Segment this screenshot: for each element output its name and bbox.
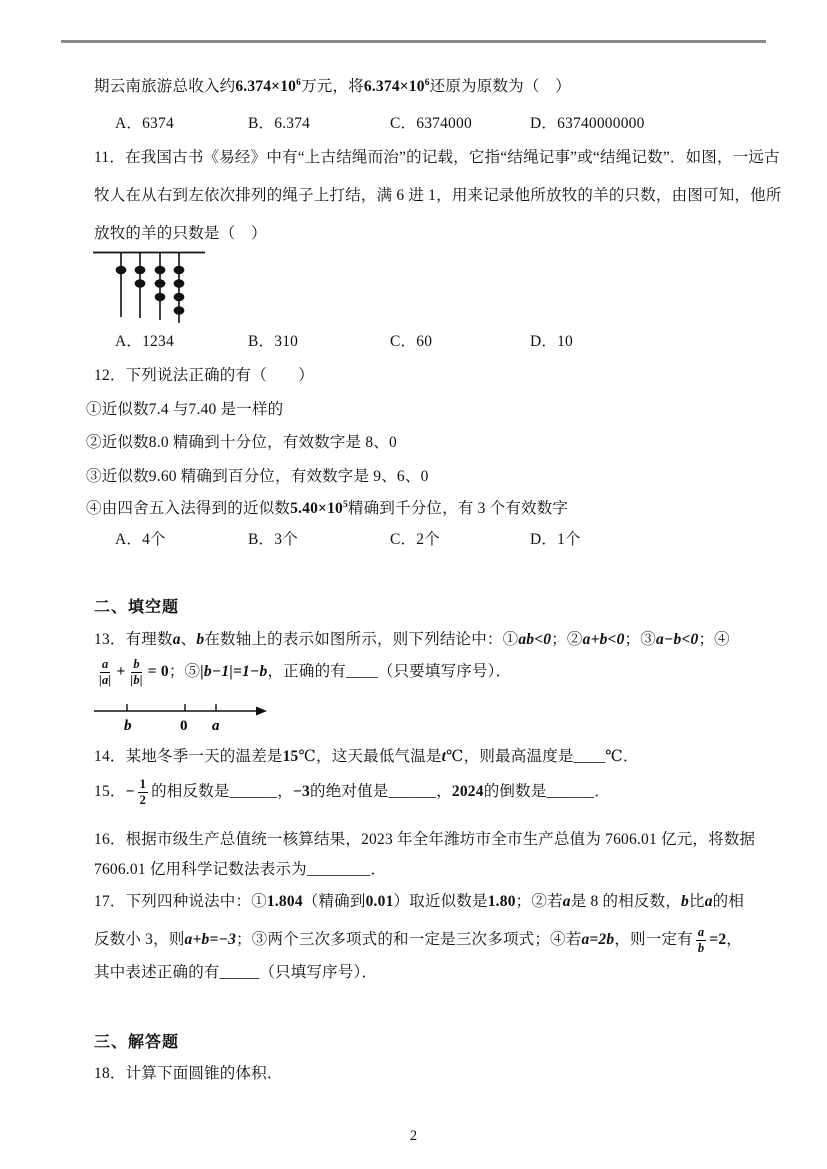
- question-11-line1: 11．在我国古书《易经》中有“上古结绳而治”的记载，它指“结绳记事”或“结绳记数”．如图，一远古: [94, 149, 780, 166]
- q13-frac1-denominator: |a|: [99, 672, 112, 687]
- q13-r2: 、: [180, 631, 197, 648]
- question-11-line2: 牧人在从右到左依次排列的绳子上打结，满 6 进 1，用来记录他所放牧的羊的只数，由图可知，他所: [94, 187, 782, 204]
- q17-r3: ）取近似数是: [393, 893, 488, 910]
- q17-var-b1: b: [681, 893, 689, 910]
- q17-r2: （精确到: [302, 893, 366, 910]
- q15-fraction-one-half: [138, 777, 148, 808]
- q14-var-t: t: [441, 748, 447, 765]
- q10-option-b: B．6.374: [248, 115, 311, 132]
- q10-sci-notation-1: 6.374×10: [235, 78, 297, 95]
- q13-expr-2: a+b<0: [582, 631, 625, 648]
- q17-r7: 的相: [712, 893, 745, 910]
- q15-r3: 的绝对值是______，: [310, 783, 452, 800]
- q15-num-2024: 2024: [451, 783, 484, 800]
- question-17-line1: [94, 891, 744, 913]
- q12-item-4: [86, 498, 568, 520]
- q14-temp-diff: 15: [282, 748, 299, 765]
- question-18-stem: 18．计算下面圆锥的体积．: [94, 1065, 283, 1082]
- q15-r1: 15．: [94, 783, 126, 800]
- question-16-line2: 7606.01 亿用科学记数法表示为________．: [94, 861, 387, 878]
- q15-minus-sign: −: [125, 783, 135, 800]
- q15-frac-denominator: 2: [139, 792, 147, 807]
- q17-var-a2: a: [704, 893, 713, 910]
- q17-frac-denominator: b: [697, 940, 705, 955]
- q10-option-d: D．63740000000: [530, 115, 645, 132]
- rope-knots-figure: [88, 246, 218, 328]
- q10-text-post: 还原为原数为（ ）: [429, 78, 571, 95]
- q17-expr-1: a+b=−3: [184, 931, 237, 948]
- q13-expr-4: |b−1|=1−b: [200, 663, 268, 680]
- q13-r6: ；④: [698, 631, 730, 648]
- q15-frac-numerator: 1: [139, 776, 147, 791]
- q14-r4: ℃．: [605, 748, 639, 765]
- q13-fraction-a-over-abs-a: [97, 657, 113, 688]
- q10-text-mid: 万元，将: [301, 78, 364, 95]
- q11-options-row: [115, 331, 573, 353]
- q12-option-c: C．2个: [390, 531, 440, 548]
- question-13-line2: [94, 650, 511, 694]
- q17-equals-two: =2: [709, 931, 727, 948]
- question-10-stem: [94, 76, 571, 98]
- number-line-figure: [88, 696, 278, 738]
- q13-equals-zero: = 0: [147, 663, 169, 680]
- q17-num-180: 1.80: [487, 893, 516, 910]
- q15-neg-three: −3: [293, 783, 310, 800]
- q17-r10: ，则一定有: [614, 931, 693, 948]
- number-line-label-zero: 0: [180, 718, 188, 734]
- q13-expr-3: a−b<0: [655, 631, 699, 648]
- question-11-line3: 放牧的羊的只数是（ ）: [94, 225, 267, 242]
- q12-item-3: ③近似数9.60 精确到百分位，有效数字是 9、6、0: [86, 468, 429, 485]
- q12-option-d: D．1个: [530, 531, 581, 548]
- q13-plus-sign: +: [116, 663, 126, 680]
- section-answer-title: 三、解答题: [94, 1034, 180, 1051]
- q14-r2: ℃，这天最低气温是: [298, 748, 442, 765]
- q11-option-a: A．1234: [115, 333, 174, 350]
- q14-r1: 14．某地冬季一天的温差是: [94, 748, 283, 765]
- q10-exponent-1: 6: [296, 77, 302, 88]
- page-number: 2: [409, 1128, 418, 1144]
- q10-options-row: [115, 113, 645, 135]
- q10-option-a: A．6374: [115, 115, 174, 132]
- q17-r6: 比: [689, 893, 705, 910]
- section-fill-in-title: 二、填空题: [94, 599, 180, 616]
- q17-r1: 17．下列四种说法中：①: [94, 893, 267, 910]
- q13-frac1-numerator: a: [101, 656, 109, 671]
- question-17-line3: 其中表述正确的有_____（只填写序号）．: [94, 964, 378, 981]
- q12-exponent: 5: [342, 499, 348, 510]
- question-15-stem: [94, 770, 610, 814]
- q10-text-pre: 期云南旅游总收入约: [94, 78, 236, 95]
- question-14-stem: [94, 746, 639, 768]
- q17-r5: 是 8 的相反数，: [570, 893, 682, 910]
- q10-option-c: C．6374000: [390, 115, 472, 132]
- q13-fraction-b-over-abs-b: [128, 657, 144, 688]
- q17-var-a1: a: [562, 893, 571, 910]
- q12-option-b: B．3个: [248, 531, 298, 548]
- q11-option-b: B．310: [248, 333, 299, 350]
- q13-frac2-numerator: b: [133, 656, 140, 671]
- q17-r9: ；③两个三次多项式的和一定是三次多项式；④若: [236, 931, 582, 948]
- q13-r5: ；③: [624, 631, 656, 648]
- q11-option-d: D．10: [530, 333, 573, 350]
- q13-r4: ；②: [551, 631, 583, 648]
- q12-sci-notation: 5.40×10: [290, 500, 343, 517]
- q17-r8: 反数小 3，则: [94, 931, 185, 948]
- q17-num-1804: 1.804: [266, 893, 303, 910]
- number-line-arrowhead: [256, 707, 267, 716]
- q13-expr-1: ab<0: [518, 631, 552, 648]
- number-line-label-a: a: [212, 718, 220, 734]
- q13-var-a: a: [172, 631, 181, 648]
- q17-expr-2: a=2b: [581, 931, 615, 948]
- q10-exponent-2: 6: [424, 77, 430, 88]
- question-16-line1: 16．根据市级生产总值统一核算结果，2023 年全年潍坊市全市生产总值为 7606.01 亿元，将数据: [94, 831, 756, 848]
- q14-r3: ℃，则最高温度是____: [446, 748, 606, 765]
- q15-r2: 的相反数是______，: [151, 783, 294, 800]
- q13-r7: ；⑤: [168, 663, 201, 680]
- q13-frac2-denominator: |b|: [130, 672, 143, 687]
- q12-item4-post: 精确到千分位，有 3 个有效数字: [347, 500, 569, 517]
- q12-item4-pre: ④由四舍五入法得到的近似数: [86, 500, 291, 517]
- q17-fraction-a-over-b: [696, 925, 706, 956]
- q12-item-1: ①近似数7.4 与7.40 是一样的: [86, 401, 284, 418]
- number-line-label-b: b: [124, 718, 132, 734]
- q17-r4: ；②若: [515, 893, 563, 910]
- q17-r11: ，: [726, 931, 742, 948]
- q10-sci-notation-2: 6.374×10: [363, 78, 425, 95]
- question-12-stem: 12．下列说法正确的有（ ）: [94, 367, 315, 384]
- q13-var-b: b: [196, 631, 205, 648]
- header-rule: [61, 40, 766, 43]
- q13-r8: ，正确的有____（只要填写序号）．: [267, 663, 512, 680]
- q13-r3: 在数轴上的表示如图所示，则下列结论中：①: [204, 631, 519, 648]
- question-17-line2: [94, 918, 742, 962]
- q12-option-a: A．4个: [115, 531, 166, 548]
- q17-frac-numerator: a: [697, 924, 705, 939]
- q17-num-001: 0.01: [365, 893, 394, 910]
- q12-options-row: [115, 529, 581, 551]
- q13-r1: 13．有理数: [94, 631, 173, 648]
- q15-r4: 的倒数是______．: [483, 783, 610, 800]
- q12-item-2: ②近似数8.0 精确到十分位，有效数字是 8、0: [86, 434, 397, 451]
- q11-option-c: C．60: [390, 333, 433, 350]
- question-13-line1: [94, 629, 730, 651]
